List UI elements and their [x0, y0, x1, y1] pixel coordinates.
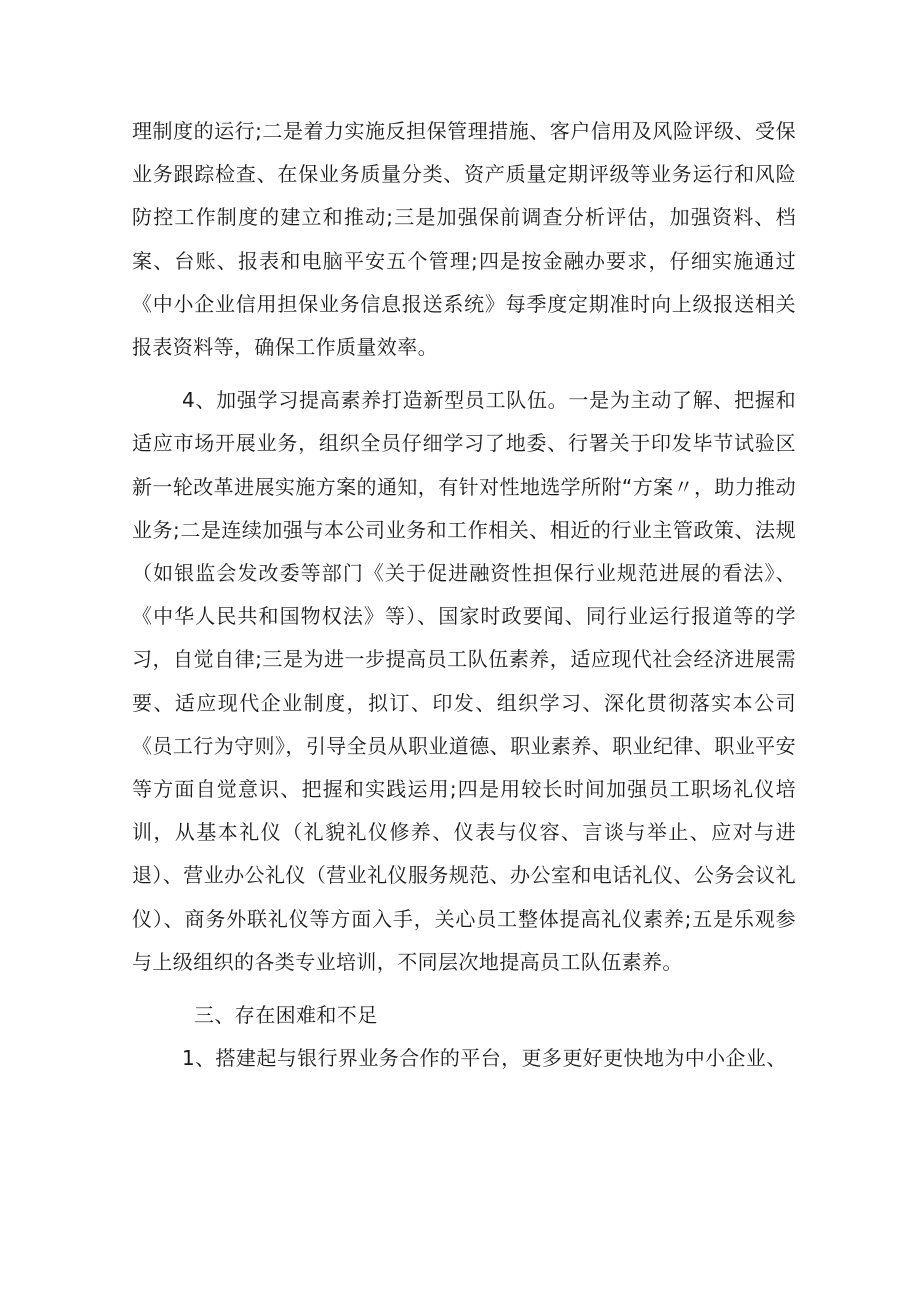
document-body: [132, 110, 796, 1080]
paragraph-staff-training: 4、加强学习提高素养打造新型员工队伍。一是为主动了解、把握和适应市场开展业务，组织全员仔细学习了地委、行署关于印发毕节试验区新一轮改革进展实施方案的通知，有针对性地选学所附“方案〃，助力推动业务;二是连续加强与本公司业务和工作相关、相近的行业主管政策、法规（如银监会发改委等部门《关于促进融资性担保行业规范进展的看法》、《中华人民共和国物权法》等）、国家时政要闻、同行业运行报道等的学习，自觉自律;三是为进一步提高员工队伍素养，适应现代社会经济进展需要、适应现代企业制度，拟订、印发、组织学习、深化贯彻落实本公司《员工行为守则》，引导全员从职业道德、职业素养、职业纪律、职业平安等方面自觉意识、把握和实践运用;四是用较长时间加强员工职场礼仪培训，从基本礼仪（礼貌礼仪修养、仪表与仪容、言谈与举止、应对与进退）、营业办公礼仪（营业礼仪服务规范、办公室和电话礼仪、公务会议礼仪）、商务外联礼仪等方面入手，关心员工整体提高礼仪素养;五是乐观参与上级组织的各类专业培训，不同层次地提高员工队伍素养。: [132, 388, 796, 974]
paragraph-continuation: 理制度的运行;二是着力实施反担保管理措施、客户信用及风险评级、受保业务跟踪检查、在保业务质量分类、资产质量定期评级等业务运行和风险防控工作制度的建立和推动;三是加强保前调查分析评估，加强资料、档案、台账、报表和电脑平安五个管理;四是按金融办要求，仔细实施通过《中小企业信用担保业务信息报送系统》每季度定期准时向上级报送相关报表资料等，确保工作质量效率。: [132, 119, 796, 360]
paragraph-bank-cooperation: 1、搭建起与银行界业务合作的平台，更多更好更快地为中小企业、: [182, 1046, 787, 1071]
section-heading-difficulties: 三、存在困难和不足: [194, 1003, 378, 1028]
